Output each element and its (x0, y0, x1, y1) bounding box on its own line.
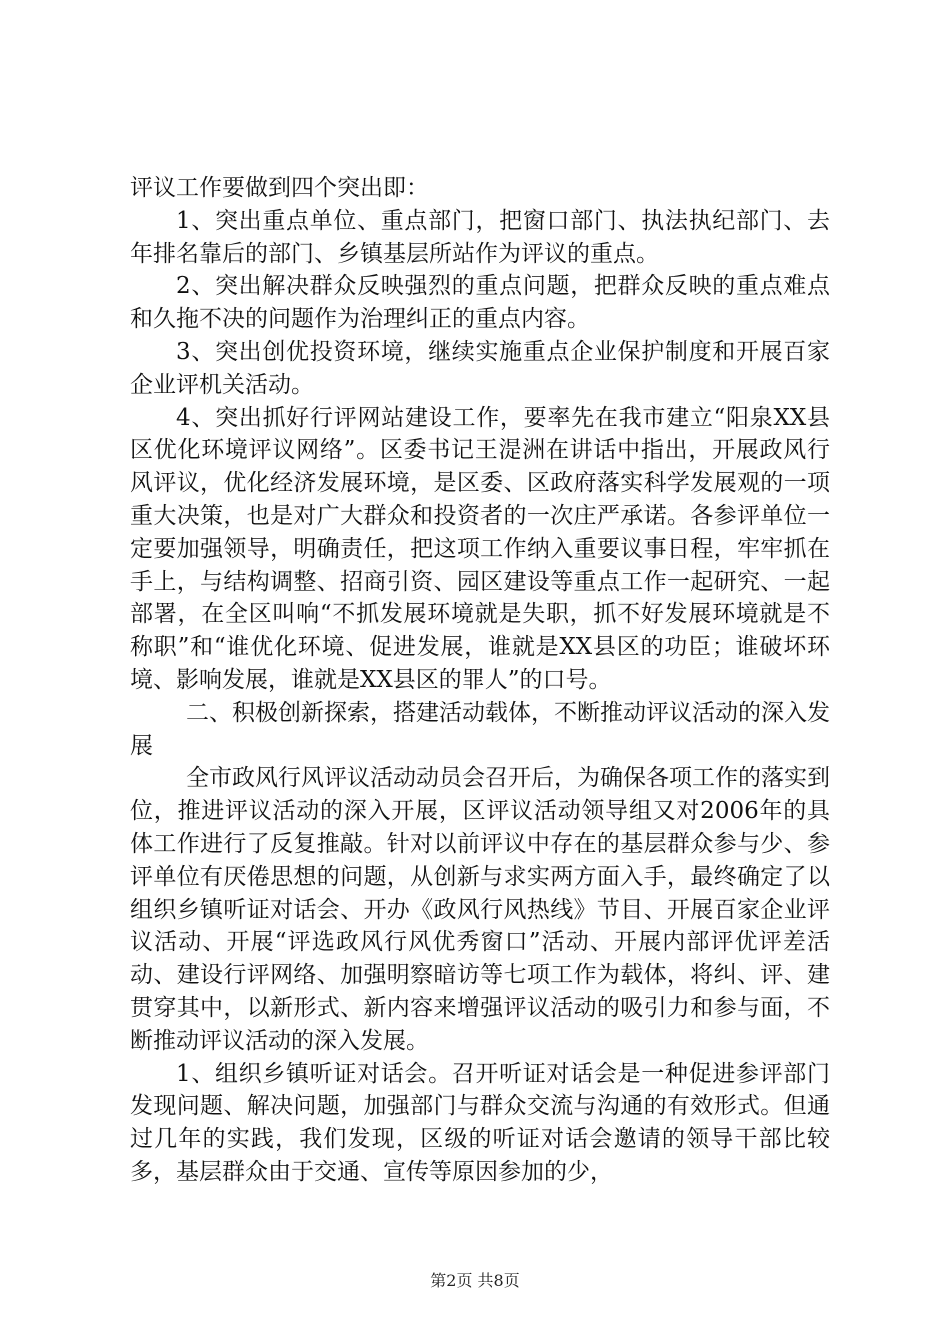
section-heading: 二、积极创新探索，搭建活动载体，不断推动评议活动的深入发展 (130, 699, 830, 759)
paragraph-item-3: 3、突出创优投资环境，继续实施重点企业保护制度和开展百家企业评机关活动。 (130, 338, 830, 398)
page-footer: 第2页 共8页 (430, 1271, 520, 1290)
paragraph-item-2: 2、突出解决群众反映强烈的重点问题，把群众反映的重点难点和久拖不决的问题作为治理纠正的重点内容。 (130, 273, 830, 333)
paragraph-item-1: 1、突出重点单位、重点部门，把窗口部门、执法执纪部门、去年排名靠后的部门、乡镇基层所站作为评议的重点。 (130, 207, 830, 267)
paragraph-item-4: 4、突出抓好行评网站建设工作，要率先在我市建立“阳泉XX县区优化环境评议网络”。区委书记王湜洲在讲话中指出，开展政风行风评议，优化经济发展环境，是区委、区政府落实科学发展观的一项重大决策，也是对广大群众和投资者的一次庄严承诺。各参评单位一定要加强领导，明确责任，把这项工作纳入重要议事日程，牢牢抓在手上，与结构调整、招商引资、园区建设等重点工作一起研究、一起部署，在全区叫响“不抓发展环境就是失职，抓不好发展环境就是不称职”和“谁优化环境、促进发展，谁就是XX县区的功臣；谁破坏环境、影响发展，谁就是XX县区的罪人”的口号。 (130, 404, 830, 693)
paragraph-body: 全市政风行风评议活动动员会召开后，为确保各项工作的落实到位，推进评议活动的深入开展，区评议活动领导组又对2006年的具体工作进行了反复推敲。针对以前评议中存在的基层群众参与少、参评单位有厌倦思想的问题，从创新与求实两方面入手，最终确定了以组织乡镇听证对话会、开办《政风行风热线》节目、开展百家企业评议活动、开展“评选政风行风优秀窗口”活动、开展内部评优评差活动、建设行评网络、加强明察暗访等七项工作为载体，将纠、评、建贯穿其中，以新形式、新内容来增强评议活动的吸引力和参与面，不断推动评议活动的深入发展。 (130, 765, 830, 1054)
paragraph-lead: 评议工作要做到四个突出即： (130, 175, 429, 201)
document-body (130, 172, 830, 1189)
paragraph-subitem-1: 1、组织乡镇听证对话会。召开听证对话会是一种促进参评部门发现问题、解决问题，加强部门与群众交流与沟通的有效形式。但通过几年的实践，我们发现，区级的听证对话会邀请的领导干部比较多，基层群众由于交通、宣传等原因参加的少， (130, 1060, 830, 1185)
